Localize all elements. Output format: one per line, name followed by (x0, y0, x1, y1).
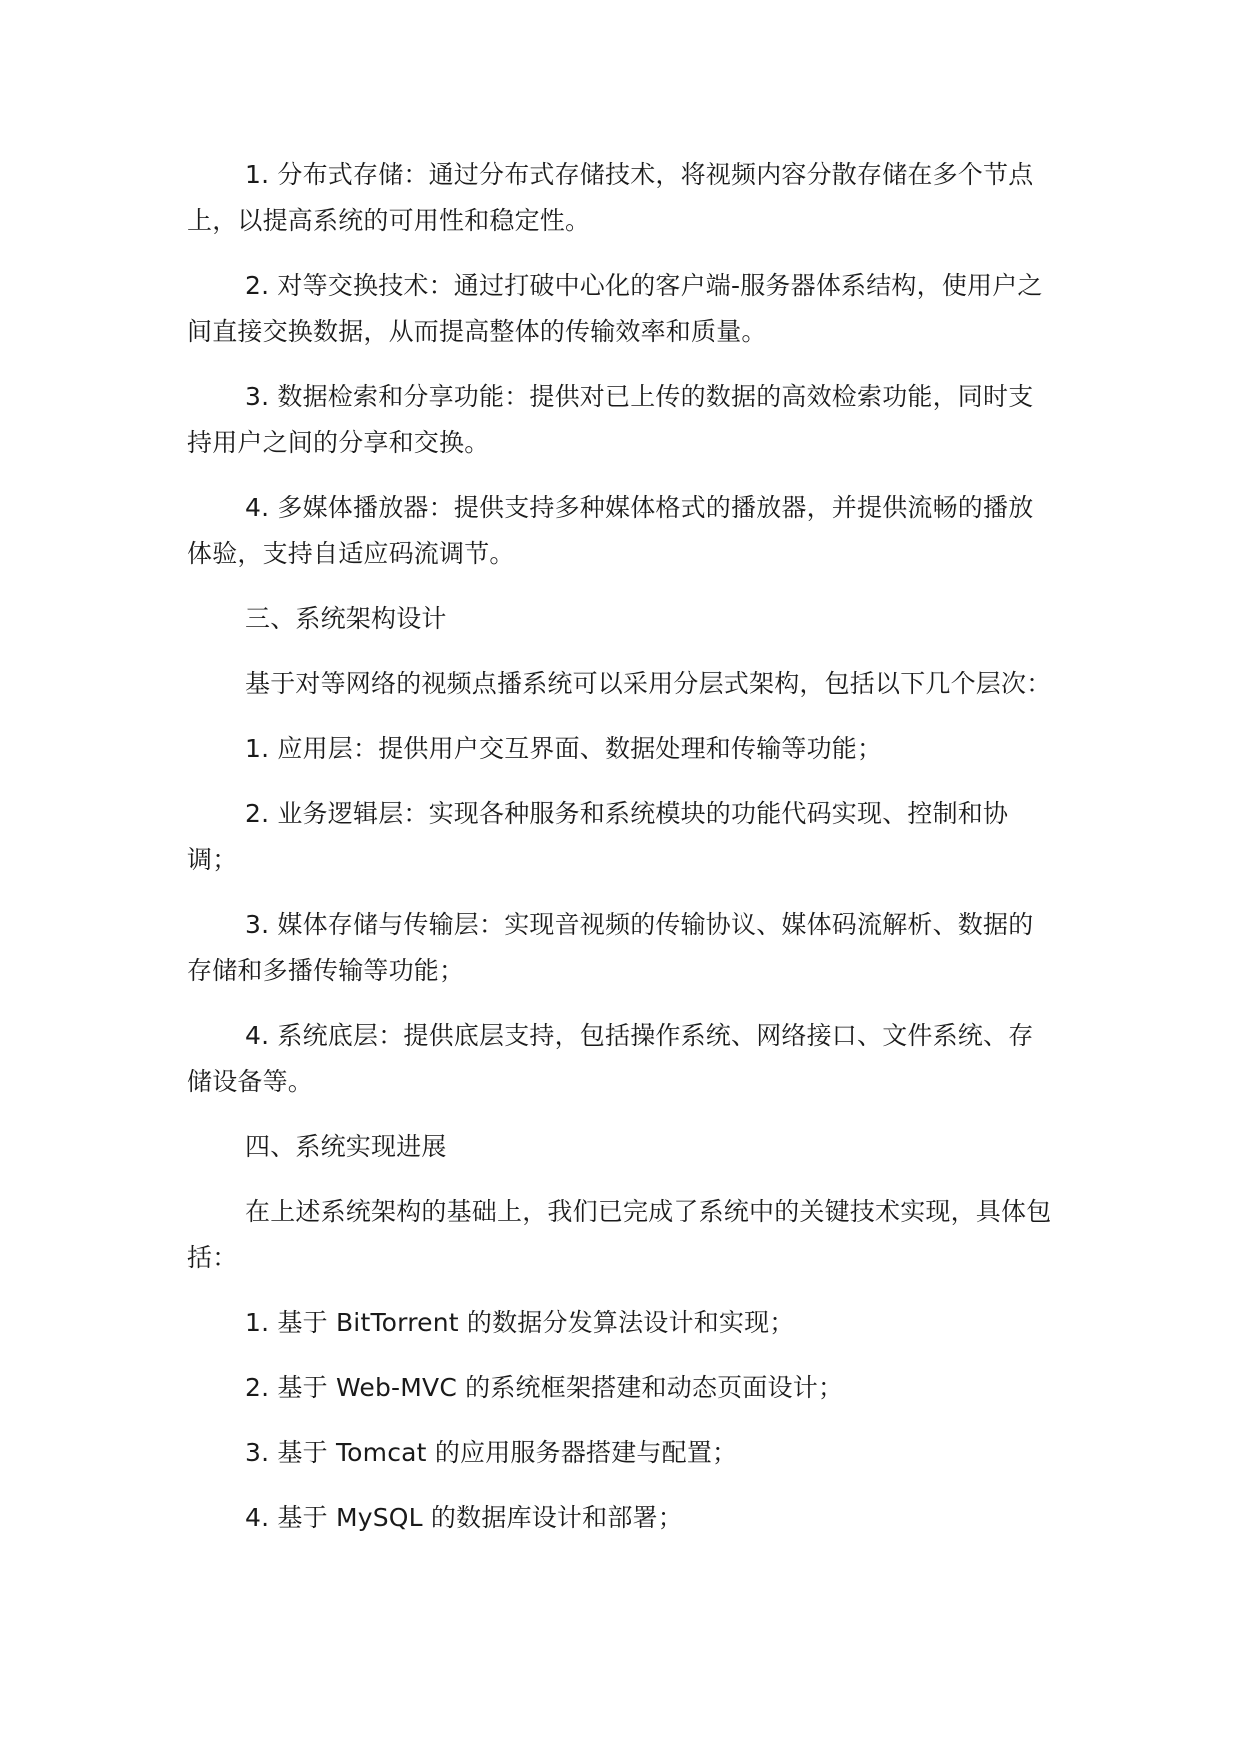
paragraph-business-logic-layer: 2. 业务逻辑层：实现各种服务和系统模块的功能代码实现、控制和协调； (187, 799, 1009, 874)
paragraph-tomcat: 3. 基于 Tomcat 的应用服务器搭建与配置； (245, 1438, 738, 1467)
paragraph-data-retrieval: 3. 数据检索和分享功能：提供对已上传的数据的高效检索功能，同时支持用户之间的分享和交换。 (187, 382, 1034, 457)
section-heading-progress: 四、系统实现进展 (245, 1132, 447, 1161)
paragraph-application-layer: 1. 应用层：提供用户交互界面、数据处理和传输等功能； (245, 734, 883, 763)
document-body (187, 152, 1057, 1560)
section-heading-architecture: 三、系统架构设计 (245, 604, 447, 633)
paragraph-distributed-storage: 1. 分布式存储：通过分布式存储技术，将视频内容分散存储在多个节点上，以提高系统的可用性和稳定性。 (187, 160, 1034, 235)
paragraph-mysql: 4. 基于 MySQL 的数据库设计和部署； (245, 1503, 683, 1532)
paragraph-p2p-exchange: 2. 对等交换技术：通过打破中心化的客户端-服务器体系结构，使用户之间直接交换数据，从而提高整体的传输效率和质量。 (187, 271, 1043, 346)
paragraph-media-player: 4. 多媒体播放器：提供支持多种媒体格式的播放器，并提供流畅的播放体验，支持自适应码流调节。 (187, 493, 1034, 568)
paragraph-web-mvc: 2. 基于 Web-MVC 的系统框架搭建和动态页面设计； (245, 1373, 844, 1402)
paragraph-system-layer: 4. 系统底层：提供底层支持，包括操作系统、网络接口、文件系统、存储设备等。 (187, 1021, 1034, 1096)
paragraph-bittorrent: 1. 基于 BitTorrent 的数据分发算法设计和实现； (245, 1308, 795, 1337)
paragraph-architecture-intro: 基于对等网络的视频点播系统可以采用分层式架构，包括以下几个层次： (245, 669, 1052, 698)
paragraph-progress-intro: 在上述系统架构的基础上，我们已完成了系统中的关键技术实现，具体包括： (187, 1197, 1052, 1272)
paragraph-media-layer: 3. 媒体存储与传输层：实现音视频的传输协议、媒体码流解析、数据的存储和多播传输等功能； (187, 910, 1034, 985)
